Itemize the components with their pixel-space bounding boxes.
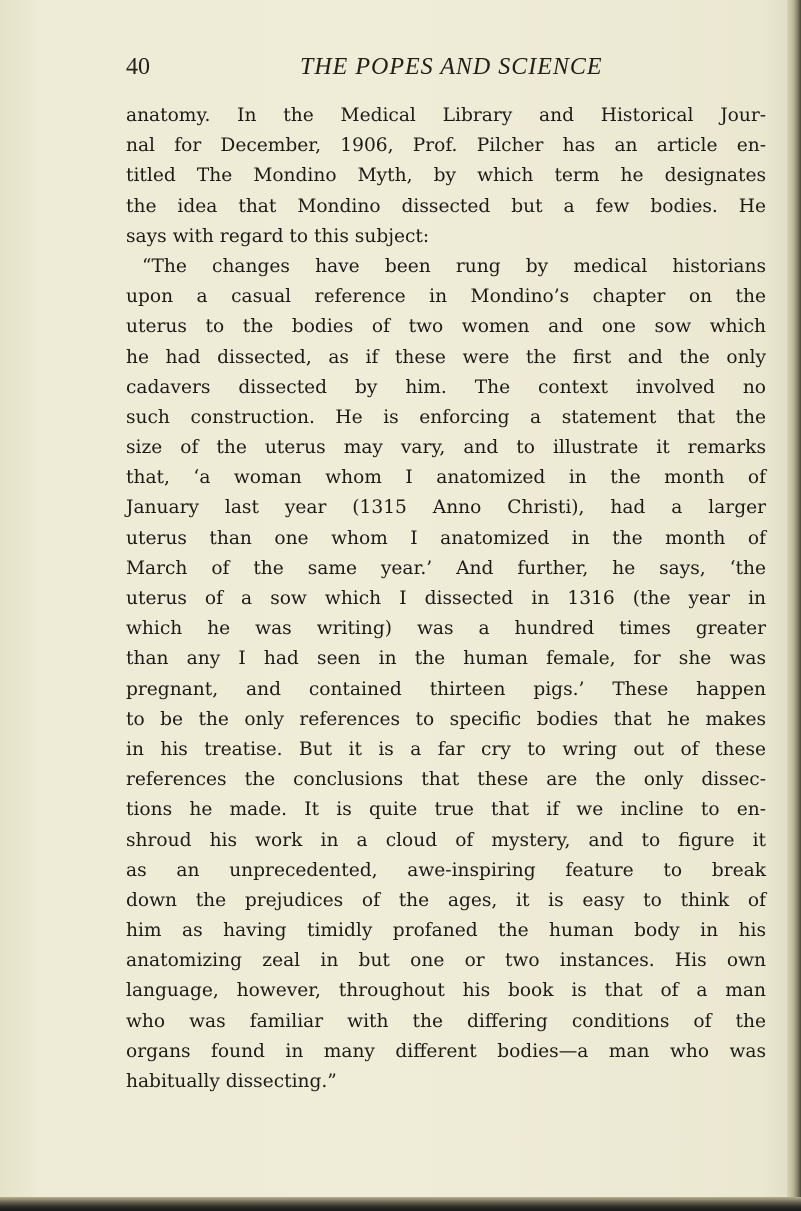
- text-line: March of the same year.’ And further, he says, ‘the: [126, 557, 766, 579]
- text-line: cadavers dissected by him. The context involved no: [126, 376, 766, 398]
- text-line: references the conclusions that these are the only dissec-: [126, 769, 766, 791]
- text-line: “The changes have been rung by medical historians: [142, 255, 766, 277]
- text-line: who was familiar with the differing conditions of the: [126, 1010, 766, 1032]
- text-line: nal for December, 1906, Prof. Pilcher has an article en-: [126, 135, 766, 157]
- text-line: habitually dissecting.”: [126, 1071, 337, 1092]
- text-line: anatomy. In the Medical Library and Historical Jour-: [126, 105, 766, 126]
- text-line: anatomizing zeal in but one or two instances. His own: [126, 950, 766, 972]
- page-header: [0, 54, 801, 90]
- text-line: him as having timidly profaned the human body in his: [126, 920, 766, 942]
- text-line: uterus to the bodies of two women and one sow which: [126, 316, 766, 338]
- text-line: January last year (1315 Anno Christi), had a larger: [126, 497, 766, 519]
- text-line: upon a casual reference in Mondino’s chapter on the: [126, 286, 766, 308]
- text-line: says with regard to this subject:: [126, 225, 430, 247]
- text-line: uterus than one whom I anatomized in the month of: [126, 527, 766, 549]
- text-line: that, ‘a woman whom I anatomized in the month of: [126, 467, 766, 489]
- page-number: 40: [126, 54, 150, 80]
- text-line: titled The Mondino Myth, by which term he designates: [126, 165, 766, 187]
- text-line: as an unprecedented, awe-inspiring feature to break: [126, 859, 766, 881]
- running-head: THE POPES AND SCIENCE: [300, 54, 603, 80]
- text-line: than any I had seen in the human female, for she was: [126, 648, 766, 670]
- text-line: to be the only references to specific bodies that he makes: [126, 708, 766, 730]
- text-line: the idea that Mondino dissected but a few bodies. He: [126, 195, 766, 217]
- text-line: he had dissected, as if these were the first and the only: [126, 346, 766, 368]
- text-line: in his treatise. But it is a far cry to wring out of these: [126, 738, 766, 760]
- text-line: down the prejudices of the ages, it is easy to think of: [126, 889, 766, 911]
- text-line: size of the uterus may vary, and to illustrate it remarks: [126, 437, 766, 459]
- text-line: organs found in many different bodies—a man who was: [126, 1040, 766, 1062]
- text-line: pregnant, and contained thirteen pigs.’ These happen: [126, 678, 766, 700]
- text-line: which he was writing) was a hundred times greater: [126, 618, 766, 640]
- page-edge-shadow: [787, 0, 801, 1211]
- body-text: [126, 101, 766, 1097]
- text-line: uterus of a sow which I dissected in 1316 (the year in: [126, 588, 766, 609]
- text-line: tions he made. It is quite true that if we incline to en-: [126, 799, 766, 821]
- text-line: such construction. He is enforcing a statement that the: [126, 406, 766, 428]
- page-bottom-shadow: [0, 1197, 801, 1211]
- text-line: language, however, throughout his book is that of a man: [126, 980, 766, 1002]
- text-line: shroud his work in a cloud of mystery, and to figure it: [126, 829, 766, 851]
